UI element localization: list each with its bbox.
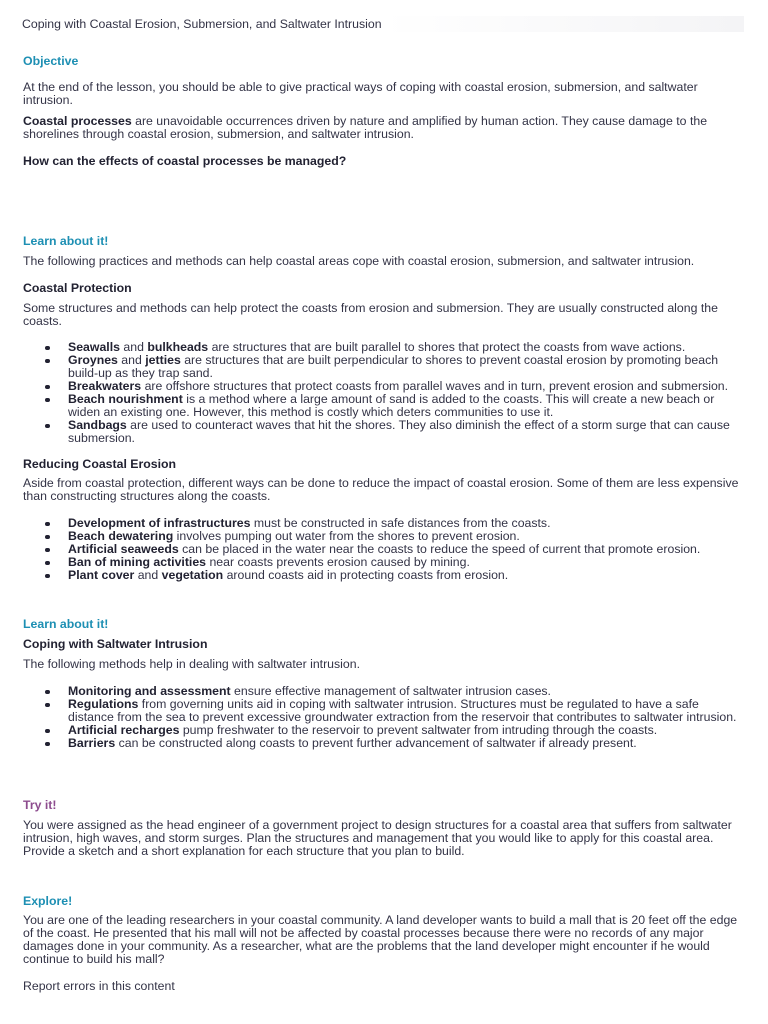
list-item: Artificial seaweeds can be placed in the water near the coasts to reduce the speed of current that promote erosion. (23, 543, 745, 556)
coastal-processes-paragraph (23, 115, 745, 141)
list-item: Breakwaters are offshore structures that protect coasts from parallel waves and in turn, prevent erosion and submersion. (23, 380, 745, 393)
list-item: Artificial recharges pump freshwater to the reservoir to prevent saltwater from intruding through the coasts. (23, 724, 745, 737)
list-item: Beach dewatering involves pumping out water from the shores to prevent erosion. (23, 530, 745, 543)
list-item: Beach nourishment is a method where a large amount of sand is added to the coasts. This will create a new beach or widen an existing one. However, this method is costly which deters communities to use it. (23, 393, 745, 419)
objective-text: At the end of the lesson, you should be able to give practical ways of coping with coastal erosion, submersion, and saltwater intrusion. (23, 80, 698, 107)
list-item: Barriers can be constructed along coasts to prevent further advancement of saltwater if already present. (23, 737, 745, 750)
learn-intro-1: The following practices and methods can help coastal areas cope with coastal erosion, submersion, and saltwater intrusion. (23, 254, 695, 268)
list-item: Seawalls and bulkheads are structures that are built parallel to shores that protect the coasts from wave actions. (23, 341, 745, 354)
list-item: Plant cover and vegetation around coasts aid in protecting coasts from erosion. (23, 569, 745, 582)
list-item: Sandbags are used to counteract waves that hit the shores. They also diminish the effect of a storm surge that can cause submersion. (23, 419, 745, 445)
learn-heading-1: Learn about it! (23, 234, 109, 248)
coastal-processes-definition: are unavoidable occurrences driven by nature and amplified by human action. They cause damage to the shorelines through coastal erosion, submersion, and saltwater intrusion. (23, 114, 708, 141)
document-title: Coping with Coastal Erosion, Submersion, and Saltwater Intrusion (22, 16, 744, 32)
saltwater-heading: Coping with Saltwater Intrusion (23, 637, 208, 651)
explore-text: You are one of the leading researchers in your coastal community. A land developer wants to build a mall that is 20 feet off the edge of the coast. He presented that his mall will not be affected by coastal processes because there were no records of any major damages done in your community. As a researcher, what are the problems that the land developer might encounter if he would continue to build his mall? (23, 913, 738, 966)
try-it-text: You were assigned as the head engineer of a government project to design structures for a coastal area that suffers from saltwater intrusion, high waves, and storm surges. Plan the structures and management that you would like to apply for this coastal area. Provide a sketch and a short explanation for each structure that you plan to build. (23, 818, 732, 858)
coastal-protection-intro: Some structures and methods can help protect the coasts from erosion and submersion. They are usually constructed along the coasts. (23, 301, 718, 328)
try-it-heading: Try it! (23, 798, 57, 812)
reducing-erosion-intro: Aside from coastal protection, different ways can be done to reduce the impact of coastal erosion. Some of them are less expensive than constructing structures along the coasts. (23, 476, 739, 503)
list-item: Monitoring and assessment ensure effective management of saltwater intrusion cases. (23, 685, 745, 698)
saltwater-intro: The following methods help in dealing with saltwater intrusion. (23, 657, 360, 671)
list-item: Regulations from governing units aid in coping with saltwater intrusion. Structures must be regulated to have a safe distance from the sea to prevent excessive groundwater extraction from the reservoir that contributes to saltwater intrusion. (23, 698, 745, 724)
explore-heading: Explore! (23, 894, 73, 908)
reducing-erosion-list (23, 517, 745, 582)
coastal-processes-term: Coastal processes (23, 114, 132, 128)
list-item: Groynes and jetties are structures that are built perpendicular to shores to prevent coastal erosion by promoting beach build-up as they trap sand. (23, 354, 745, 380)
objective-heading: Objective (23, 54, 79, 68)
learn-heading-2: Learn about it! (23, 617, 109, 631)
list-item: Ban of mining activities near coasts prevents erosion caused by mining. (23, 556, 745, 569)
guiding-question: How can the effects of coastal processes be managed? (23, 154, 347, 168)
saltwater-list (23, 685, 745, 750)
coastal-protection-list (23, 341, 745, 445)
reducing-erosion-heading: Reducing Coastal Erosion (23, 457, 177, 471)
list-item: Development of infrastructures must be constructed in safe distances from the coasts. (23, 517, 745, 530)
report-errors-link[interactable]: Report errors in this content (23, 979, 175, 993)
coastal-protection-heading: Coastal Protection (23, 281, 132, 295)
